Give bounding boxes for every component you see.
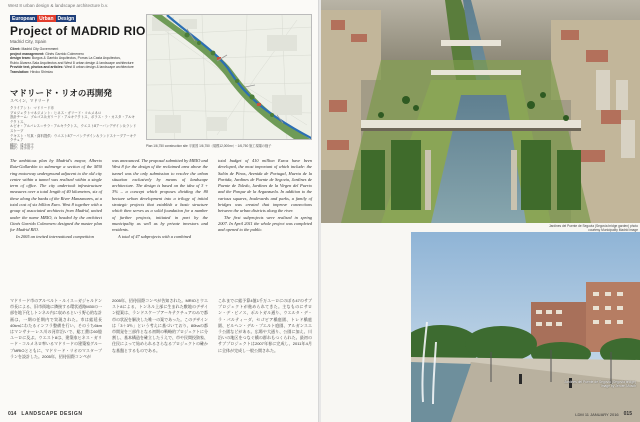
jp-credit-row: クライアント：マドリード市 — [10, 106, 54, 110]
jp-credit-row: プロジェクトマネジメント：ヒネス・ガリード・コルメネロ — [10, 110, 102, 115]
jp-credit-row: 翻訳：清水裕子 — [10, 142, 34, 147]
magazine-name: LANDSCAPE DESIGN — [21, 411, 83, 417]
body-japanese-column-1: マドリード市のアルベルト・ルイス＝ガジャルドン市長による、旧市街地に隣接する環状道路M30の一部を地下化しトンネル内に収めるという野心的な計画は、一期の任期内で実現された。市は総延長40kmにわたるインフラ整備を行い、そのうち6kmはマンサナーレス川の河岸沿いで、総工費は60億ユーロに及ぶ。ウエスト8は、建築家ヒネス・ガリード・コルメネロ率いるマドリードの建築家グループMRIOとともに、マドリード・リオのマスタープランを設計した。2005年、招待国際コンペが — [10, 298, 102, 359]
garden-photo-drawing — [411, 232, 640, 422]
japanese-subtitle: スペイン、マドリード — [10, 98, 50, 103]
credit-row: Client: Madrid City Government — [10, 47, 59, 51]
body-english-column-2 — [112, 158, 208, 240]
garden-photo — [411, 232, 640, 422]
aerial-photo-drawing — [321, 0, 640, 223]
body-english-column-3 — [218, 158, 312, 234]
credit-row: design team: Burgos & Garrido Arquitectos, Porras La Casta Arquitectos, — [10, 56, 121, 61]
site-plan-image — [146, 14, 312, 140]
project-credits — [10, 47, 136, 75]
credit-row: Provide text, photos and articles: West 8 urban design & landscape architecture — [10, 65, 134, 70]
aerial-photo-caption: Jardines del Puente de Segovia (Segovia bridge garden) photo courtesy Municipality Madrid image — [549, 224, 638, 232]
credit-row: Rubio Álvarez-Sala Arquitectos and West 8 urban design & landscape architecture — [10, 60, 134, 65]
garden-caption-credit: image by Jeroen Musch — [600, 384, 636, 389]
japanese-credits — [10, 106, 138, 147]
jp-credit-row: テキスト・写真・資料提供：ウエスト8アーバンデザイン＆ランドスケープアーキテクチュア — [10, 133, 137, 143]
section-tag-part3: Design — [57, 16, 75, 22]
article-subtitle: Madrid City, Spain — [10, 39, 47, 44]
aerial-photo — [321, 0, 640, 223]
jp-credit-row: ルビオ・アルバレス＝サラ・アルキテクトス、ウエスト8アーバンデザイン＆ランドスケープ — [10, 124, 137, 133]
paragraph: The ambitious plan by Madrid's mayor, Alberto Ruiz-Gallardón to submerge a section of the M30 ring motorway underground adjacent to the old city centre within a tunnel was realised within a single term of office. The city undertook infrastructure measures over a total length of 40 kilometres, six of these along the banks of the River Manzanares, at a total cost of six billion Euro. West 8 together with a group of associated architects from Madrid, united under the name MRIO, is headed by the architect Ginés Garrido Colmenero designed the master plan for Madrid RIO. — [10, 158, 102, 233]
article-title: Project of MADRID RIO — [10, 24, 146, 38]
site-plan-drawing — [147, 15, 312, 140]
page-number: 014 — [8, 411, 17, 417]
garden-photo-caption — [531, 380, 636, 389]
section-tag — [10, 15, 76, 22]
paragraph: total budget of 410 million Euros have been developed, the most important of which include: the Salón de Pinos, Avenida de Portugal, Huerta de la Partida, Jardines de Puente de Segovia, Jardines de Puente de Toledo, Jardines de la Virgen del Puerto and the Parque de la Arganzuela. In addition to the various squares, boulevards and parks, a family of bridges was created that improve connections between the urban districts along the river. — [218, 158, 312, 214]
paragraph: In 2005 an invited international competition — [16, 233, 94, 239]
right-page — [321, 0, 640, 422]
body-english-column-1 — [10, 158, 102, 240]
running-head: West 8 urban design & landscape architecture b.v. — [8, 3, 109, 8]
section-tag-part2: Urban — [39, 16, 54, 22]
paragraph: was announced. The proposal submitted by MRIO and West 8 for the design of the reclaimed area above the tunnel was the only submission to resolve the urban situation exclusively by means of landscape architecture. The design is based on the idea of 3 + 3% – a concept which proposes dividing the 80 hectare urban development into a trilogy of initial strategic projects that establish a basic structure which then serves as a solid foundation for a number of further projects, initiated in part by the municipality as well as by private investors and residents. — [112, 158, 208, 233]
body-japanese-column-2: 2005年、招待国際コンペが告知された。MRIOとウエスト8による、トンネル上部に生まれた敷地のデザイン提案は、ランドスケープアーキテクチュアのみで都市の状況を解決した唯一の案であった。このデザインは「3＋3％」という考えに基づいており、80haの都市開発を三部作となる初期の戦略的プロジェクトに分割し、基本構造を確立したうえで、市や民間投資家、住民によって始められるさらなるプロジェクトの確かな基盤とするものである。 — [112, 298, 208, 353]
japanese-photo-credit: 翻訳：清水裕子 — [10, 146, 34, 150]
jp-credit-row: 設計チーム：ブルゴス＆ガリード・アルキテクトス、ポラス・ラ・カスタ・アルキテクトス、 — [10, 115, 135, 124]
garden-caption-line: Jardines del Puente de Segovia (Segovia bridge) — [564, 380, 636, 384]
body-japanese-column-3: これまでに総予算4億1千万ユーロにのぼる47のサブプロジェクトが進められてきた。主なものにサロン・デ・ピノス、ポルトガル通り、ウエルタ・デ・ラ・パルティーダ、セゴビア橋庭園、トレド橋庭園、ビルヘン・デル・プエルト庭園、アルガンスエラ公園などがある。広場や大通り、公園に加え、川沿いの地区をつなぐ橋の群れもつくられた。最初のサブプロジェクトは2007年春に完成し、2011年4月に全体が完成し一般公開された。 — [218, 298, 312, 353]
plan-caption: Plan 1/6,750 construction site 平面図 1/6,750（規模12,000m²）・1/6,750 施工現場の様子 — [146, 144, 272, 148]
left-page — [0, 0, 319, 422]
section-tag-part1: European — [12, 16, 36, 22]
japanese-title: マドリード・リオの再開発 — [10, 88, 112, 98]
credit-row: Translation: Hiroko Shimizu — [10, 69, 53, 74]
folio-left — [8, 411, 83, 417]
folio-right — [575, 411, 632, 417]
credit-row: project management: Ginés Garrido Colmenero — [10, 51, 84, 56]
paragraph: A total of 47 subprojects with a combined — [118, 233, 192, 239]
page-number: 015 — [623, 411, 632, 417]
paragraph: The first subprojects were realised in spring 2007. In April 2011 the whole project was completed and opened to the public. — [218, 214, 312, 233]
issue-label: LDM 11 JANUARY 2016 — [575, 411, 619, 417]
